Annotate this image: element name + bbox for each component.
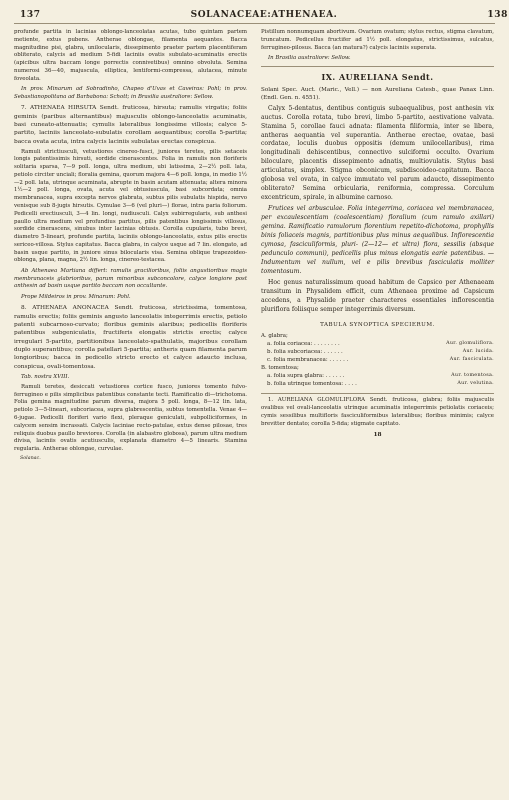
header-title-right: ATHENAEA. [271,10,338,20]
species-heading: 1. AURELIANA GLOMULIFLORA Sendt. fruticosa, glabra; foliis majusculis ovalibus vel ovali-lanceolatis utrinque acuminatis integerrimis petiolatis coriaceis; cymis sessilibus multifloris fasciculiformibus lateralibus; floribus minimis; calyce brevitter dentato; corolla 5-fida; stigmate capitato. [261,397,494,427]
divider [261,393,494,394]
table-row: a. folia coriacea: . . . . . . . . Aur. glomuliflora. [267,340,494,347]
plate-reference: Tab. nostra XVIII. [21,373,70,380]
synoptic-table [261,332,494,389]
paragraph: Pistillum nonnumquam abortivum. Ovarium ovatum; stylus rectus, stigma clavatum, truncatum. Pedicellus fructifer ad 1½ poll. elongatus, strictissimus, sulcatus, ferrugineo-pilosus. Bacca (an matura?) calycis laciniis superata. [261,29,494,51]
locality: Prope Mildeiros in prov. Minarum: Pohl. [21,293,131,300]
genus-habit: Frutices vel arbusculae. Folia integerrima, coriacea vel membranacea, per excaulescentiam (coalescentiam) floralium (cum ramulo axillari) gemina. Ramificatio ramulorum florentium repetito-dichotoma, prophyllis binis foliaceis magnis, partitionibus plus minus aequalibus. Inflorescentia cymosa, fasciculiformis, pluri- (2—12— et ultra) flora, sessilis (absque pedunculo communi), pedicellis plus minus elongatis earie patentibus. — Indumentum vel nullum, vel e pilis brevibus fasciculatis molliter tomentosum. [261,205,494,275]
table-row: b. folia subcoriacea: . . . . . . Aur. lucida. [267,348,494,355]
catchword: Solanac. [20,455,41,461]
group-heading: A. glabra; [261,332,288,339]
synonymy: Solani Spec. Auct. (Maric., Vell.) — non Aureliana Catesb., quae Panax Linn. (Endl. Gen. n. 4551). [261,87,494,102]
table-row: a. folia supra glabra: . . . . . . Aur. tomentosa. [267,373,494,380]
paragraph: Hoc genus naturalissimum quoad habitum de Capsico per Athenaeam transitum in Physalidem efficit, cum Athenaea proxime ad Capsicum accedens, a Physalide praeter characteres essentiales inflorescentia pluriflora foliisque semper integerrimis diversum. [261,279,494,313]
two-column-body [14,29,495,462]
group-heading: B. tomentosa; [261,365,299,372]
page-number-left: 137 [20,10,41,20]
left-column [14,29,247,462]
locality: In prov. Minarum ad Sobradinho, Chapeo d'Uvas et Caveiras: Pohl; in prov. Sebastianopolitana ad Barbabona: Schott; in Brasilia australiore: Sellow. [14,86,247,100]
paragraph: profunde partita in lacinias oblongo-lanceolatas acutas, tubo quintam partem metiente, extus pubens. Antherae oblongae, filamenta aequantes. Bacca magnitudine pisi, glabra, unilocularis, dissepimento praeter partem placentiferam obliterato, calycis ad medium 5-fidi laciniis ovatis subulato-acuminatis erectis (apicibus ultra baccam longe porrectis connivetibus) omnino obvoluta. Semina numerosi 36—40, majuscula, elliptica, lentiformi-compressa, alutacea, minute foveolata. [14,29,247,82]
locality: In Brasilia australiore: Sellow. [268,54,351,61]
genus-description: Calyx 5-dentatus, dentibus contiguis subaequalibus, post anthesin vix auctus. Corolla rotata, tubo brevi, limbo 5-partito, aestivatione valvata. Stamina 5, corollae fauci adnata: filamenta filiformia, inter se libera, antheras aequantia vel superantia. Antherae erectae, ovatae, basi cordatae, loculis duobus oppositis (demum unilocellaribus), rima longitudinali dehiscentibus, connectivo sulciformi occulto. Ovarium biloculare, placentis dissepimento adnatis, multiovulatis. Stylus basi articulatus, simplex. Stigma obconicum, subdiscoideo-capitatum. Bacca globosa vel ovata, in calyce immutato vel parum adaucto, dissepimento obliterato? Semina orbicularia, reniformia, compressa. Corculum excentricum, spirale, in albumine carnoso. [261,104,494,201]
species-heading: 7. ATHENAEA HIRSUTA Sendt. fruticosa, hirsuta; ramulis virgatis; foliis geminis (paribus alternantibus) majusculis oblongo-lanceolatis acuminatis, basi cuneato-attenuatis; cymulis lateralibus longissime villosis; calyce 5-partito, laciniis lanceolato-subulatis corollam aequantibus; corolla 5-partita; bacca ovata acuta, intra calycis laciniis subulatas erectas conspicua. [14,105,247,145]
genus-heading: IX. AURELIANA Sendt. [321,71,434,82]
table-row: b. folia utrinque tomentosa: . . . . Aur. velutina. [267,381,494,388]
paragraph: Ramuli teretes, desiccati vetustiores cortice fusco, juniores tomento fulvo-ferrugineo e pilis simplicibus patentibus constante tecti. Ramificatio di—trichotoma. Folia gemina magnitudine parum diversa, majora 5 poll. longa, 8—12 lin. lata, petiolo 3—5-lineari, subcoriacea, supra glabrescentia, subtus tomentella. Venae 4—6-jugae. Pedicelli floriferi vario flexi, pleraque geniculati, subpolliciformes, in calycem sensim incrassati. Calycis laciniae recto-patulae, extus dense pilosae, tres reliquis duobus paullo breviores. Corolla (in alabastro globosa), parum ultra medium divisa, laciniis ovatis acutiusculis, explanata diametro 4—5 linearis. Stamina regularia. Antherae oblongae, curvulae. [14,383,247,453]
header-title-left: SOLANACEAE: [190,10,272,20]
diagnosis-note: Ab Athenaea Martiana differt: ramulis gracilioribus, foliis angustioribus magis membranaceis glabrioribus, parum minoribus subconcolore, calyce longiore post anthesin ad basin usque partito baccam non occultante. [14,267,247,290]
page-number-right: 138 [487,10,508,20]
right-column [261,29,494,462]
paragraph: Ramuli strictiusculi, vetustiores cinereo-fusci, juniores teretes, pilis setaceis longis patentissimis hirsuti, sordide cinerascentes. Folia in ramulis non floriferis solitaria sparsa, 7—9 poll. longa, ultra medium, ubi latissima, 2—2½ poll. lata, petiolo circiter unciali; floralia gemina, quorum majora 4—6 poll. longa, in medio 1½—2 poll. lata, utrinque acuminata, abrupte in basin acutam attenuata; altera minora 1½—2 poll. longa, ovata, acuta vel obtusiuscula, basi subcordata; omnia membranacea, supra excepta nervos glabrata, subtus pilis subulatis hispida, nervo venisque sub 8-jugis hirsutis. Cymulae 3—6 (vel pluri—) florae, intra paria foliorum. Pedicelli erectiusculi, 3—4 lin. longi, nudiusculi. Calyx subirregularis, sub anthesi paullo ultra medium vel profundius partitus, pilis patentibus longissimis villosus, sordide cinerascens, sinubus inter lacinias obtusis. Corolla cupularis, tubo brevi, diametro 5-lineari, profunde partita, laciniis oblongo-lanceolatis, extus pilis erectis sericeo-villosa. Stylus capitatus. Bacca glabra, in calyce usque ad 7 lin. elongato, ad basin usque partito, in juniore sinus bilocularis visa. Semina oblique trapezoideo-oblonga, plana, magna, 2½ lin. longa, cinereo-testacea. [14,148,247,264]
signature-mark: 18 [373,432,382,439]
table-row: c. folia membranacea: . . . . . . Aur. fasciculata. [267,356,494,363]
divider [261,66,494,67]
running-header [14,8,508,24]
species-heading: 8. ATHENAEA ANONACEA Sendt. fruticosa, strictissima, tomentosa, ramulis erectis; foliis geminis angusto lanceolatis integerrimis erectis, petiolo patenti subcarnoso-curvato; floribus geminis alaribus; pedicellis floriferis patentibus subgeniculatis, fructiferis elongatis strictis erectis; calyce irregulari 5-partito, partitionibus lanceolato-spathulatis, majoribus corollam duplo superantibus; corolla patellari 5-partita; antheris quam filamenta parum longioribus; bacca in pedicello stricto erecto et calyce adaucto inclusa, conspicua, ovali-tomentosa. [14,305,247,370]
synoptic-table-title: TABULA SYNOPTICA SPECIERUM. [320,321,435,328]
